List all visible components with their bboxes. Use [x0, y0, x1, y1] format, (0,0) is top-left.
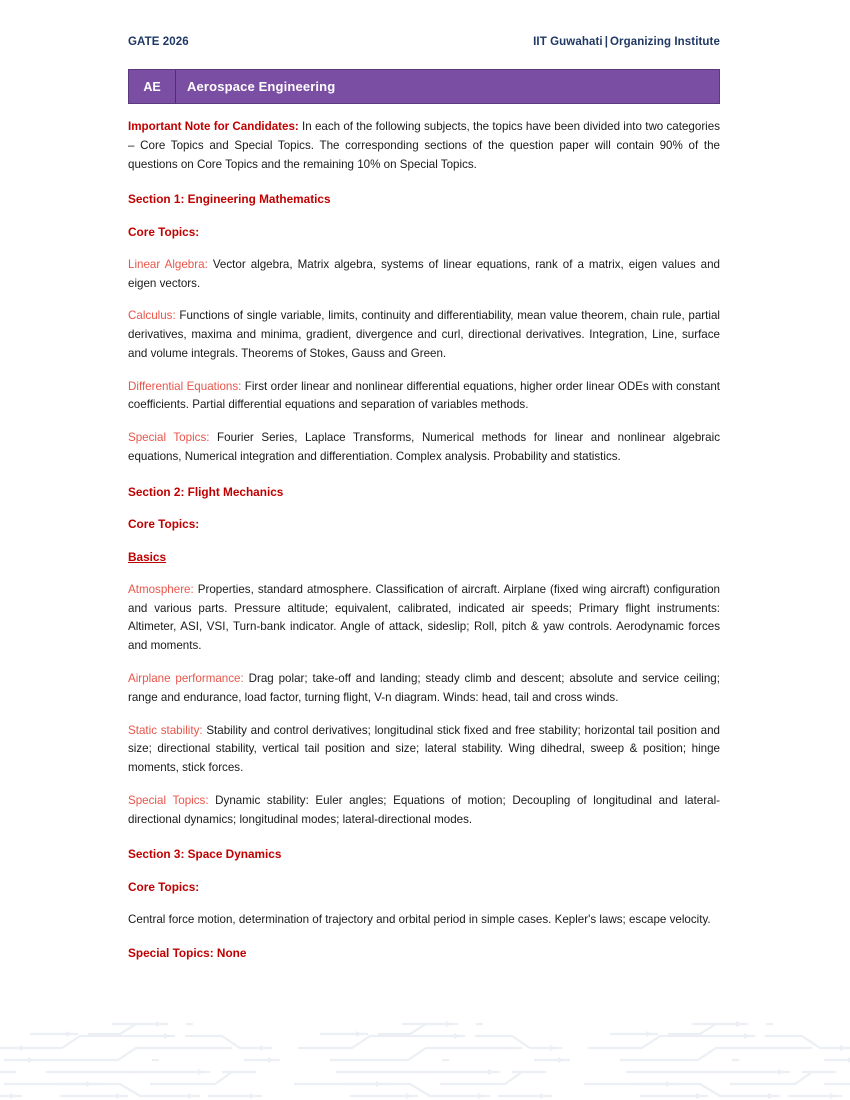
special-topics-paragraph [128, 429, 720, 467]
section-heading-2: Section 2: Flight Mechanics [128, 484, 284, 499]
section-3-body-text: Central force motion, determination of trajectory and orbital period in simple cases. Kepler's laws; escape velocity. [128, 912, 711, 926]
core-topics-label-1: Core Topics: [128, 225, 200, 240]
subsection-basics: Basics [128, 550, 167, 565]
page-content [128, 0, 720, 962]
core-topics-label-2: Core Topics: [128, 517, 200, 532]
topic-paragraph [128, 378, 720, 416]
topic-text: First order linear and nonlinear differential equations, higher order linear ODEs with constant coefficients. Partial differential equations and separation of variables methods. [128, 379, 720, 412]
topic-paragraph [128, 722, 720, 778]
topic-text: Stability and control derivatives; longitudinal stick fixed and free stability; horizontal tail position and size; directional stability, vertical tail position and size; lateral stability. Wing dihedral, sweep & position; hinge moments, stick forces. [128, 723, 720, 775]
special-topics-paragraph [128, 792, 720, 830]
footer-circuit-pattern [0, 1018, 850, 1100]
special-topics-text: Fourier Series, Laplace Transforms, Numerical methods for linear and nonlinear algebraic equations, Numerical integration and differentiation. Complex analysis. Probability and statistics. [128, 431, 720, 463]
topic-label: Static stability: [128, 723, 203, 737]
subject-title: Aerospace Engineering [187, 79, 336, 94]
section-heading-1: Section 1: Engineering Mathematics [128, 192, 331, 207]
special-topics-none: Special Topics: None [128, 945, 247, 960]
topic-label: Airplane performance: [128, 671, 244, 685]
topic-text: Vector algebra, Matrix algebra, systems of linear equations, rank of a matrix, eigen values and eigen vectors. [128, 257, 720, 290]
topic-paragraph [128, 670, 720, 708]
header-exam-title: GATE 2026 [128, 36, 189, 48]
header-separator: | [604, 36, 609, 48]
important-note-text: In each of the following subjects, the topics have been divided into two categories – Core Topics and Special Topics. The corresponding sections of the question paper will contain 90% of the questions on Core Topics and the remaining 10% on Special Topics. [128, 120, 720, 171]
subject-banner [128, 69, 720, 104]
topic-label: Differential Equations: [128, 379, 242, 393]
special-topics-text: Dynamic stability: Euler angles; Equations of motion; Decoupling of longitudinal and lateral-directional dynamics; longitudinal modes; lateral-directional modes. [128, 793, 721, 826]
topic-label: Linear Algebra: [128, 257, 208, 271]
special-topics-label: Special Topics: [128, 793, 209, 807]
topic-text: Functions of single variable, limits, continuity and differentiability, mean value theorem, chain rule, partial derivatives, maxima and minima, gradient, divergence and curl, directional derivatives. Integration, Line, surface and volume integrals. Theorems of Stokes, Gauss and Green. [128, 309, 720, 360]
subject-code: AE [129, 70, 176, 103]
topic-label: Calculus: [128, 309, 176, 323]
topic-label: Atmosphere: [128, 582, 194, 596]
important-note-paragraph [128, 118, 720, 174]
header-institute-group [533, 36, 720, 48]
header-institute-name: IIT Guwahati [533, 36, 603, 48]
core-topics-label-3: Core Topics: [128, 880, 200, 895]
topic-text: Properties, standard atmosphere. Classification of aircraft. Airplane (fixed wing aircraft) configuration and various parts. Pressure altitude; equivalent, calibrated, indicated air speeds; Primary flight instruments: Altimeter, ASI, VSI, Turn-bank indicator. Angle of attack, sideslip; Roll, pitch & yaw controls. Aerodynamic forces and moments. [128, 582, 720, 653]
header-institute-role: Organizing Institute [610, 36, 720, 48]
topic-paragraph [128, 581, 720, 656]
important-note-label: Important Note for Candidates: [128, 120, 299, 133]
special-topics-label: Special Topics: [128, 431, 210, 445]
topic-paragraph [128, 307, 720, 363]
topic-paragraph [128, 256, 720, 294]
document-header [128, 0, 720, 48]
topic-text: Drag polar; take-off and landing; steady climb and descent; absolute and service ceiling; range and endurance, load factor, turning flight, V-n diagram. Winds: head, tail and cross winds. [128, 671, 720, 704]
section-heading-3: Section 3: Space Dynamics [128, 847, 282, 862]
